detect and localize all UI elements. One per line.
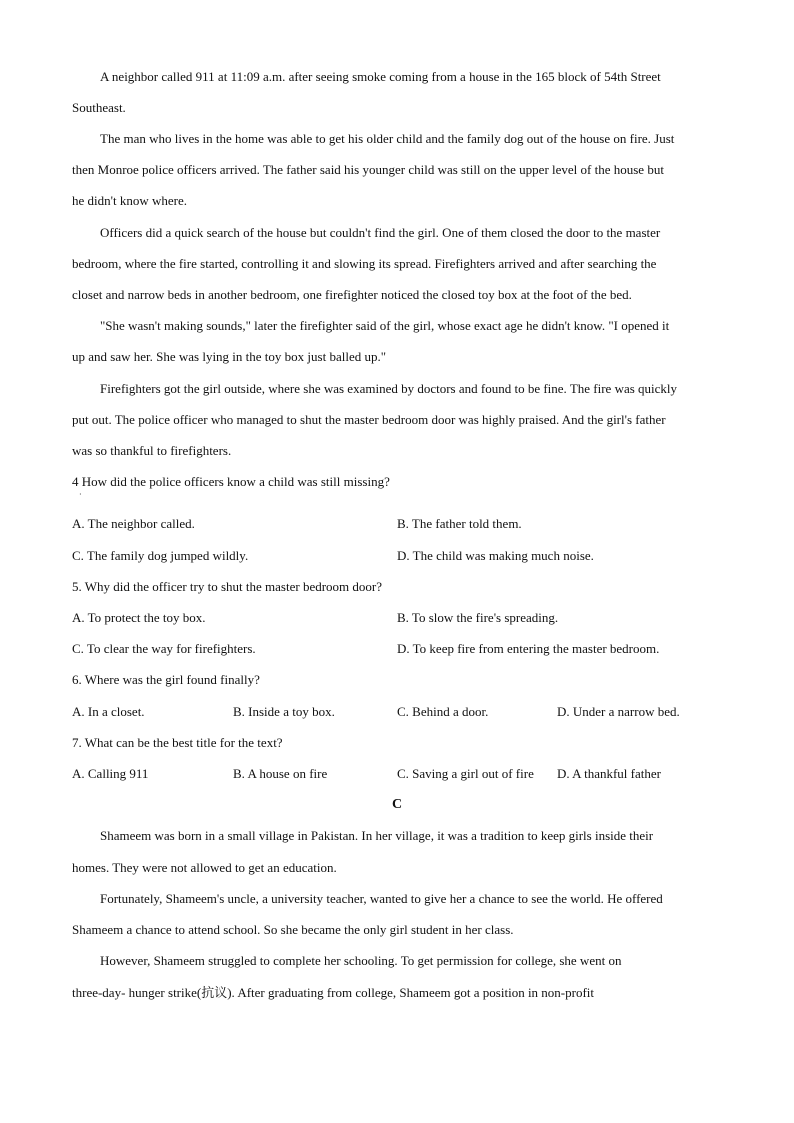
question-5-option-a: A. To protect the toy box. (72, 610, 206, 625)
question-4-option-d: D. The child was making much noise. (397, 548, 594, 563)
question-4-stem: 4 How did the police officers know a child was still missing? (72, 474, 390, 489)
passage-b-p3-line3: closet and narrow beds in another bedroom, one firefighter noticed the closed toy box at the foot of the bed. (72, 287, 632, 302)
passage-b-p5-line3: was so thankful to firefighters. (72, 443, 232, 458)
passage-b-p1-line1: A neighbor called 911 at 11:09 a.m. after seeing smoke coming from a house in the 165 block of 54th Street (100, 69, 661, 84)
question-4-option-c: C. The family dog jumped wildly. (72, 548, 249, 563)
question-7-option-b: B. A house on fire (233, 766, 328, 781)
passage-b-p1-line2: Southeast. (72, 100, 126, 115)
passage-b-p4-line2: up and saw her. She was lying in the toy box just balled up." (72, 349, 387, 364)
question-7-option-d: D. A thankful father (557, 766, 661, 781)
section-c-heading: C (391, 797, 403, 812)
passage-c-p2-line1: Fortunately, Shameem's uncle, a university teacher, wanted to give her a chance to see the world. He offered (100, 891, 663, 906)
question-6-option-a: A. In a closet. (72, 704, 145, 719)
question-4-option-b: B. The father told them. (397, 516, 522, 531)
passage-c-p3-line1: However, Shameem struggled to complete her schooling. To get permission for college, she went on (100, 953, 622, 968)
passage-b-p3-line1: Officers did a quick search of the house but couldn't find the girl. One of them closed the door to the master (100, 225, 661, 240)
passage-b-p2-line1: The man who lives in the home was able to get his older child and the family dog out of the house on fire. Just (100, 131, 675, 146)
question-6-option-b: B. Inside a toy box. (233, 704, 335, 719)
question-5-option-c: C. To clear the way for firefighters. (72, 641, 256, 656)
question-4-option-a: A. The neighbor called. (72, 516, 195, 531)
passage-c-p3-line2: three-day- hunger strike(抗议). After graduating from college, Shameem got a position in non-profit (72, 985, 595, 1000)
question-4-mark: · (79, 490, 82, 499)
passage-b-p5-line2: put out. The police officer who managed to shut the master bedroom door was highly praised. And the girl's father (72, 412, 666, 427)
question-6-stem: 6. Where was the girl found finally? (72, 672, 260, 687)
passage-b-p5-line1: Firefighters got the girl outside, where she was examined by doctors and found to be fine. The fire was quickly (100, 381, 678, 396)
question-5-stem: 5. Why did the officer try to shut the master bedroom door? (72, 579, 383, 594)
question-7-stem: 7. What can be the best title for the text? (72, 735, 283, 750)
passage-b-p2-line2: then Monroe police officers arrived. The father said his younger child was still on the upper level of the house but (72, 162, 664, 177)
question-6-option-c: C. Behind a door. (397, 704, 489, 719)
passage-c-p2-line2: Shameem a chance to attend school. So she became the only girl student in her class. (72, 922, 514, 937)
question-7-option-c: C. Saving a girl out of fire (397, 766, 534, 781)
passage-b-p3-line2: bedroom, where the fire started, controlling it and slowing its spread. Firefighters arrived and after searching the (72, 256, 657, 271)
passage-b-p2-line3: he didn't know where. (72, 193, 187, 208)
passage-c-p1-line2: homes. They were not allowed to get an education. (72, 860, 337, 875)
question-7-option-a: A. Calling 911 (72, 766, 149, 781)
question-6-option-d: D. Under a narrow bed. (557, 704, 680, 719)
question-5-option-b: B. To slow the fire's spreading. (397, 610, 559, 625)
passage-b-p4-line1: "She wasn't making sounds," later the firefighter said of the girl, whose exact age he didn't know. "I opened it (100, 318, 670, 333)
question-5-option-d: D. To keep fire from entering the master bedroom. (397, 641, 660, 656)
passage-c-p1-line1: Shameem was born in a small village in Pakistan. In her village, it was a tradition to keep girls inside their (100, 828, 654, 843)
